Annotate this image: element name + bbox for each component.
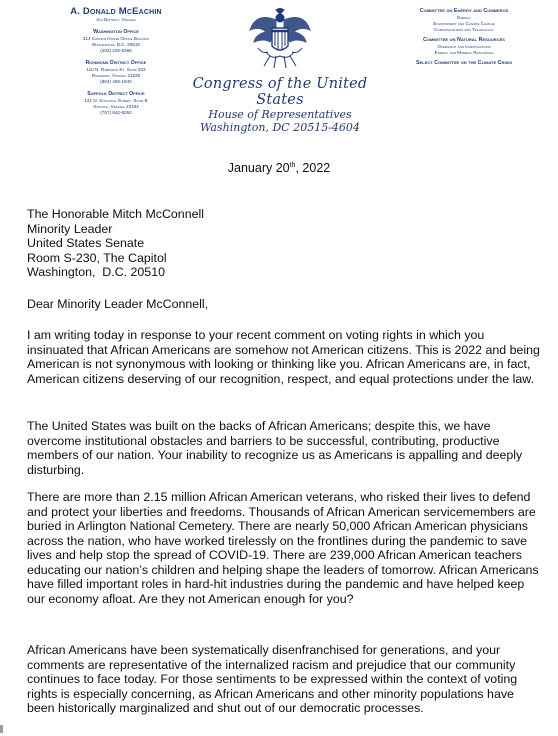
committee-climate-crisis — [378, 60, 550, 67]
house-title: House of Representatives — [208, 108, 352, 121]
member-name: A. Donald McEachin — [70, 6, 162, 17]
committee-heading: Committee on Natural Resources — [423, 37, 505, 43]
body-paragraph: African Americans have been systematically disenfranchised for generations, and your comments are representative of the internalized racism and prejudice that our community continues to face today. For those sentiments to be expressed within the context of voting rights is especially concerning, as African Americans and other minority populations have been historically marginalized and shut out of our democratic processes. — [27, 643, 518, 715]
office-heading: Richmond District Office — [85, 60, 147, 66]
address-line: Minority Leader — [27, 221, 113, 236]
office-line: (804) 486-1840 — [100, 79, 132, 84]
office-line: (757) 942-6050 — [100, 110, 132, 115]
committee-heading: Committee on Energy and Commerce — [419, 8, 509, 14]
recipient-address — [27, 207, 542, 280]
body-paragraph: There are more than 2.15 million African American veterans, who risked their lives to defend and protect your liberties and freedoms. Thousands of African American servicemembers are buried in Arlington National Cemetery. There are nearly 50,000 African American physicians across the nation, who have worked tirelessly on the frontlines during the pandemic to save lives and help stop the spread of COVID-19. There are 239,000 African American teachers educating our nation’s children and helping shape the leaders of tomorrow. African Americans have filled important roles in hard-hit industries during the pandemic and have helped keep our economy afloat. Are they not American enough for you? — [27, 490, 539, 606]
house-seal-icon — [248, 8, 312, 70]
subcommittee: Environment and Climate Change — [433, 21, 495, 26]
address-line: United States Senate — [27, 236, 145, 250]
city-zip: Washington, DC 20515-4604 — [200, 121, 360, 134]
office-line: 314 Cannon House Office Building — [82, 36, 150, 41]
office-line: 131 N. Saratoga Street, Suite B — [84, 98, 148, 103]
address-line: Washington, D.C. 20510 — [27, 265, 165, 279]
committee-block — [378, 8, 550, 67]
page-edge-mark — [0, 725, 3, 733]
committee-energy-commerce — [378, 8, 550, 33]
body-paragraph: I am writing today in response to your recent comment on voting rights in which you insinuated that African Americans are somehow not American citizens. This is 2022 and being American is not synonymous with looking or thinking like you. African Americans are, in fact, American citizens deserving of our recognition, respect, and equal protections under the law. — [27, 328, 540, 386]
date-month-day: January 20 — [227, 161, 290, 175]
office-heading: Washington Office — [93, 29, 139, 35]
congress-title: Congress of the United States — [192, 76, 368, 108]
address-line: The Honorable Mitch McConnell — [27, 207, 204, 221]
salutation: Dear Minority Leader McConnell, — [27, 297, 209, 311]
office-line: (202) 225-6365 — [100, 48, 132, 53]
body-paragraph: The United States was built on the backs of African Americans; despite this, we have overcome institutional obstacles and barriers to be successful, contributing, productive members of our nation. Your inability to recognize us as Americans is appalling and deeply disturbing. — [27, 419, 523, 477]
subcommittee: Energy and Mineral Resources — [434, 50, 494, 55]
date-ordinal: th — [289, 161, 296, 169]
committee-natural-resources — [378, 37, 550, 56]
letter-date — [0, 161, 558, 175]
office-line: Washington, D.C. 20515 — [92, 42, 140, 47]
address-line: Room S-230, The Capitol — [27, 250, 167, 265]
office-line: 110 N. Robinson St. Suite 403 — [86, 67, 146, 72]
date-year: , 2022 — [295, 161, 331, 175]
committee-heading: Select Committee on the Climate Crisis — [415, 60, 513, 66]
member-district: 4th District, Virginia — [96, 17, 136, 22]
congress-header — [170, 8, 390, 134]
subcommittee: Communications and Technology — [434, 27, 494, 32]
subcommittee: Energy — [457, 15, 471, 20]
office-line: Richmond, Virginia 23220 — [91, 73, 141, 78]
office-heading: Suffolk District Office — [87, 91, 145, 97]
office-line: Suffolk, Virginia 23434 — [93, 104, 139, 109]
subcommittee: Oversight and Investigations — [437, 44, 491, 49]
